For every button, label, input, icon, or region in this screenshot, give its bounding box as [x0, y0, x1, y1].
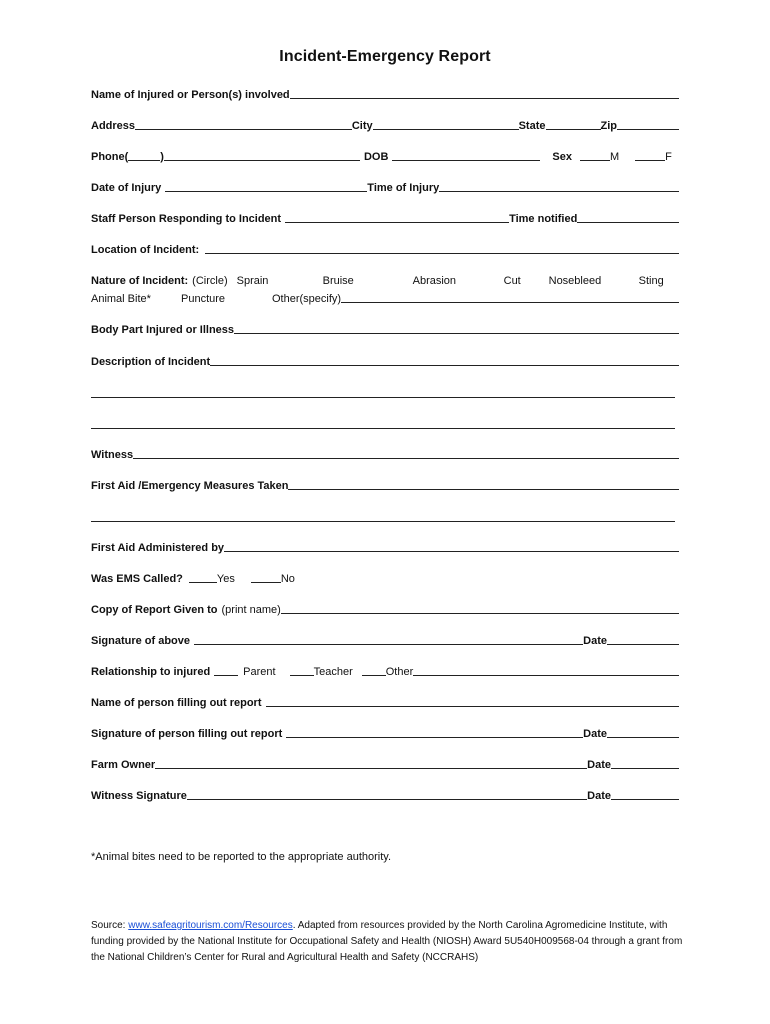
option-sting[interactable]: Sting — [638, 275, 664, 287]
copy-given-field[interactable] — [281, 613, 679, 614]
zip-field[interactable] — [617, 129, 679, 130]
ems-no-field[interactable] — [251, 582, 281, 583]
state-label: State — [518, 120, 546, 132]
body-part-row — [91, 320, 679, 336]
city-field[interactable] — [373, 129, 519, 130]
nature-label: Nature of Incident: — [91, 275, 189, 287]
page-title: Incident-Emergency Report — [279, 48, 491, 65]
location-field[interactable] — [205, 253, 679, 254]
witness-row — [91, 445, 679, 461]
sex-label: Sex — [552, 151, 572, 163]
witness-signature-date-label: Date — [587, 790, 611, 802]
nature-circle-hint: (Circle) — [192, 275, 228, 287]
option-bruise[interactable]: Bruise — [322, 275, 354, 287]
first-aid-measures-field[interactable] — [288, 489, 679, 490]
city-label: City — [351, 120, 373, 132]
rel-other-field[interactable] — [362, 675, 386, 676]
description-label: Description of Incident — [91, 356, 211, 368]
description-field[interactable] — [210, 365, 679, 366]
rel-other-specify-field[interactable] — [413, 675, 679, 676]
relationship-label: Relationship to injured — [91, 666, 211, 678]
time-notified-field[interactable] — [577, 222, 679, 223]
animal-bite-note: *Animal bites need to be reported to the appropriate authority. — [91, 851, 392, 863]
source-citation — [91, 918, 691, 966]
body-part-label: Body Part Injured or Illness — [91, 324, 235, 336]
nature-row-2 — [91, 289, 679, 305]
signature-filling-date-label: Date — [583, 728, 607, 740]
address-row — [91, 116, 679, 132]
phone-field[interactable] — [164, 160, 360, 161]
source-prefix: Source: — [91, 920, 129, 931]
farm-owner-label: Farm Owner — [91, 759, 156, 771]
nature-row-1 — [91, 271, 679, 287]
farm-owner-date-label: Date — [587, 759, 611, 771]
option-other-specify[interactable]: Other(specify) — [272, 293, 342, 305]
rel-parent-label: Parent — [243, 666, 276, 678]
other-specify-field[interactable] — [341, 302, 679, 303]
phone-row — [91, 147, 679, 163]
option-nosebleed[interactable]: Nosebleed — [548, 275, 602, 287]
area-code-field[interactable] — [128, 160, 160, 161]
ems-yes-label: Yes — [216, 573, 235, 585]
staff-row — [91, 209, 679, 225]
time-of-injury-label: Time of Injury — [367, 182, 440, 194]
zip-label: Zip — [600, 120, 617, 132]
address-label: Address — [91, 120, 136, 132]
signature-above-date-label: Date — [583, 635, 607, 647]
sex-f-field[interactable] — [635, 160, 665, 161]
signature-filling-label: Signature of person filling out report — [91, 728, 283, 740]
first-aid-measures-row — [91, 476, 679, 492]
location-row — [91, 240, 679, 256]
first-aid-admin-label: First Aid Administered by — [91, 542, 225, 554]
farm-owner-date-field[interactable] — [611, 768, 679, 769]
ems-no-label: No — [280, 573, 295, 585]
state-field[interactable] — [546, 129, 601, 130]
name-injured-label: Name of Injured or Person(s) involved — [91, 89, 290, 101]
source-text: . Adapted from resources provided by the North Carolina Agromedicine Institute, with funding provided by the National Institute for Occupational Safety and Health (NIOSH) Award 5U540H009568-04 through a grant from the National Children’s Center for Rural and Agricultural Health and Safety (NCCRAHS) — [91, 920, 683, 963]
sex-m-label: M — [609, 151, 620, 163]
signature-above-label: Signature of above — [91, 635, 191, 647]
sex-f-label: F — [665, 151, 672, 163]
witness-signature-label: Witness Signature — [91, 790, 187, 802]
witness-signature-row — [91, 786, 679, 802]
signature-filling-field[interactable] — [286, 737, 583, 738]
first-aid-admin-row — [91, 538, 679, 554]
signature-filling-row — [91, 724, 679, 740]
witness-field[interactable] — [133, 458, 679, 459]
signature-above-row — [91, 631, 679, 647]
source-link[interactable]: www.safeagritourism.com/Resources — [128, 920, 293, 931]
sex-m-field[interactable] — [580, 160, 610, 161]
name-injured-field[interactable] — [290, 98, 679, 99]
description-row — [91, 352, 679, 368]
time-notified-label: Time notified — [509, 213, 578, 225]
time-of-injury-field[interactable] — [439, 191, 679, 192]
rel-parent-field[interactable] — [214, 675, 238, 676]
ems-label: Was EMS Called? — [91, 573, 183, 585]
phone-close-paren: ) — [160, 151, 164, 163]
signature-filling-date-field[interactable] — [607, 737, 679, 738]
phone-label: Phone( — [91, 151, 129, 163]
ems-row — [91, 569, 679, 585]
signature-above-field[interactable] — [194, 644, 583, 645]
first-aid-admin-field[interactable] — [224, 551, 679, 552]
option-animal-bite[interactable]: Animal Bite* — [91, 293, 151, 305]
rel-other-label: Other — [385, 666, 414, 678]
copy-given-label: Copy of Report Given to — [91, 604, 218, 616]
farm-owner-field[interactable] — [155, 768, 587, 769]
dob-field[interactable] — [392, 160, 540, 161]
option-abrasion[interactable]: Abrasion — [412, 275, 457, 287]
option-puncture[interactable]: Puncture — [181, 293, 226, 305]
date-of-injury-field[interactable] — [165, 191, 367, 192]
rel-teacher-label: Teacher — [313, 666, 353, 678]
staff-responding-field[interactable] — [285, 222, 509, 223]
dob-label: DOB — [363, 151, 389, 163]
body-part-field[interactable] — [234, 333, 679, 334]
staff-responding-label: Staff Person Responding to Incident — [91, 213, 282, 225]
first-aid-measures-label: First Aid /Emergency Measures Taken — [91, 480, 289, 492]
witness-signature-field[interactable] — [187, 799, 587, 800]
date-of-injury-label: Date of Injury — [91, 182, 162, 194]
rel-teacher-field[interactable] — [290, 675, 314, 676]
option-sprain[interactable]: Sprain — [236, 275, 269, 287]
description-line-2[interactable] — [91, 397, 675, 398]
relationship-row — [91, 662, 679, 678]
description-line-3[interactable] — [91, 428, 675, 429]
person-filling-field[interactable] — [266, 706, 679, 707]
signature-above-date-field[interactable] — [607, 644, 679, 645]
copy-print-hint: (print name) — [221, 604, 281, 616]
person-filling-label: Name of person filling out report — [91, 697, 262, 709]
name-injured-row — [91, 85, 679, 101]
option-cut[interactable]: Cut — [503, 275, 521, 287]
copy-given-row — [91, 600, 679, 616]
location-label: Location of Incident: — [91, 244, 200, 256]
address-field[interactable] — [135, 129, 352, 130]
person-filling-row — [91, 693, 679, 709]
injury-datetime-row — [91, 178, 679, 194]
first-aid-measures-line-2[interactable] — [91, 521, 675, 522]
ems-yes-field[interactable] — [189, 582, 217, 583]
farm-owner-row — [91, 755, 679, 771]
witness-label: Witness — [91, 449, 134, 461]
witness-signature-date-field[interactable] — [611, 799, 679, 800]
